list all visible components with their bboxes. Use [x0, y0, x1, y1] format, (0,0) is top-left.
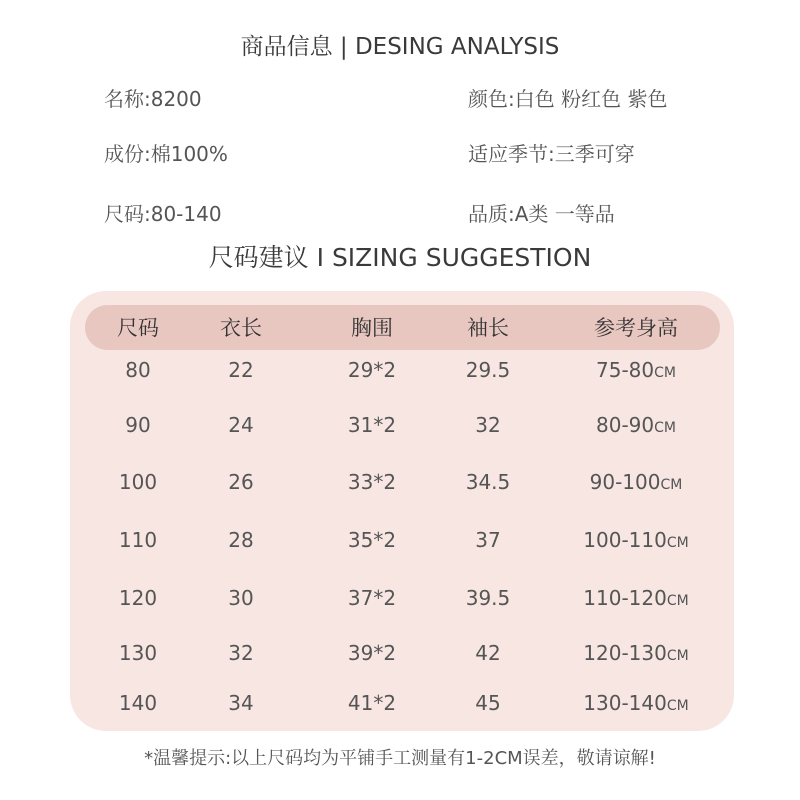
cell-chest: 33*2: [347, 470, 397, 494]
cell-size: 120: [118, 586, 158, 610]
height-value: 90-100: [589, 470, 661, 494]
product-quality: 品质:A类 一等品: [468, 202, 615, 226]
cell-size: 110: [118, 528, 158, 552]
cell-length: 30: [228, 586, 254, 610]
height-unit: CM: [666, 593, 689, 609]
cell-height: [556, 358, 716, 382]
cell-height: [556, 528, 716, 552]
cell-sleeve: 34.5: [465, 470, 511, 494]
cell-size: 140: [118, 691, 158, 715]
cell-size: 130: [118, 641, 158, 665]
height-unit: CM: [666, 535, 689, 551]
height-value: 80-90: [596, 413, 655, 437]
cell-height: [556, 691, 716, 715]
cell-length: 34: [228, 691, 254, 715]
product-material: 成份:棉100%: [104, 142, 228, 166]
cell-sleeve: 42: [475, 641, 501, 665]
cell-sleeve: 39.5: [465, 586, 511, 610]
cell-sleeve: 32: [475, 413, 501, 437]
cell-length: 22: [228, 358, 254, 382]
cell-size: 80: [125, 358, 151, 382]
cell-size: 100: [118, 470, 158, 494]
cell-size: 90: [125, 413, 151, 437]
cell-chest: 31*2: [347, 413, 397, 437]
cell-height: [556, 586, 716, 610]
cell-chest: 35*2: [347, 528, 397, 552]
cell-chest: 39*2: [347, 641, 397, 665]
height-value: 120-130: [583, 641, 667, 665]
cell-length: 26: [228, 470, 254, 494]
product-season: 适应季节:三季可穿: [468, 142, 635, 166]
cell-length: 28: [228, 528, 254, 552]
product-info-title: 商品信息 | DESING ANALYSIS: [240, 34, 560, 60]
cell-length: 32: [228, 641, 254, 665]
height-unit: CM: [660, 477, 683, 493]
cell-sleeve: 29.5: [465, 358, 511, 382]
cell-chest: 37*2: [347, 586, 397, 610]
cell-chest: 29*2: [347, 358, 397, 382]
cell-chest: 41*2: [347, 691, 397, 715]
height-value: 110-120: [583, 586, 667, 610]
header-height: 参考身高: [594, 316, 678, 340]
height-value: 130-140: [583, 691, 667, 715]
header-sleeve: 袖长: [467, 316, 509, 340]
cell-length: 24: [228, 413, 254, 437]
cell-sleeve: 37: [475, 528, 501, 552]
height-unit: CM: [666, 648, 689, 664]
height-unit: CM: [654, 420, 676, 436]
measurement-footnote: *温馨提示:以上尺码均为平铺手工测量有1-2CM误差，敬请谅解!: [144, 748, 656, 769]
header-chest: 胸围: [351, 316, 393, 340]
height-unit: CM: [654, 365, 676, 381]
cell-height: [556, 641, 716, 665]
product-colors: 颜色:白色 粉红色 紫色: [468, 87, 668, 111]
product-size-range: 尺码:80-140: [104, 202, 222, 226]
height-unit: CM: [666, 698, 689, 714]
cell-height: [556, 470, 716, 494]
height-value: 75-80: [596, 358, 655, 382]
header-length: 衣长: [220, 316, 262, 340]
header-size: 尺码: [117, 316, 159, 340]
product-name: 名称:8200: [104, 87, 202, 111]
cell-sleeve: 45: [475, 691, 501, 715]
height-value: 100-110: [583, 528, 667, 552]
cell-height: [556, 413, 716, 437]
sizing-title: 尺码建议 I SIZING SUGGESTION: [208, 243, 592, 272]
size-table-card: [70, 291, 734, 731]
